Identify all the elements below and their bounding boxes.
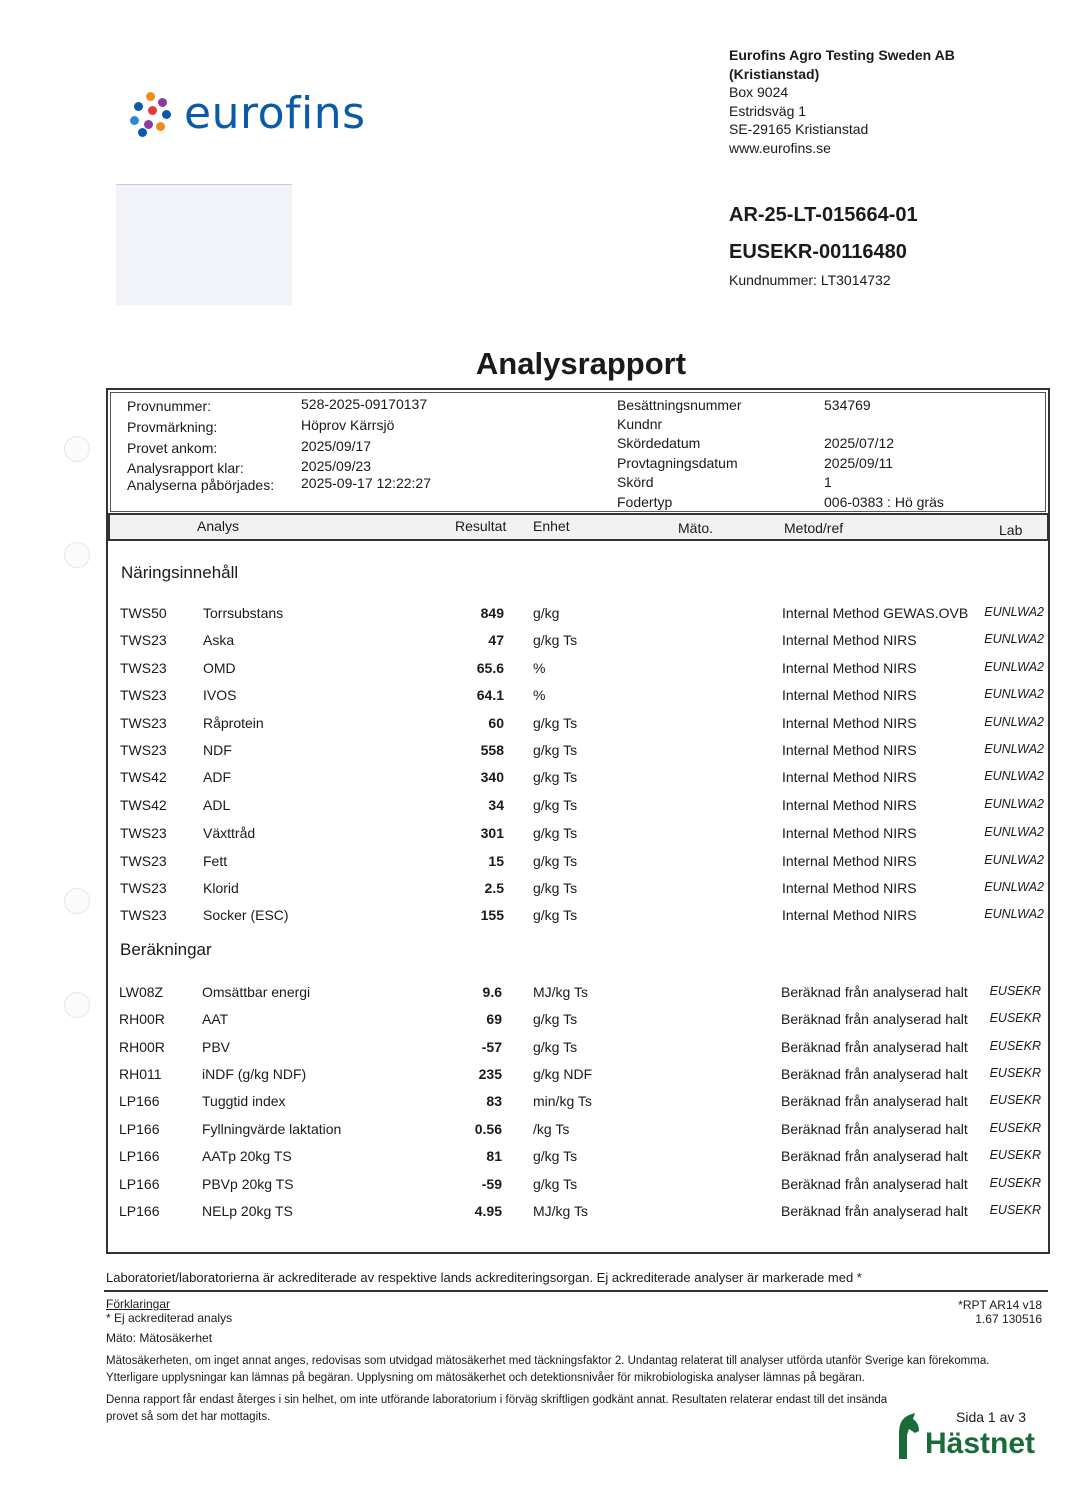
table-row (0, 853, 1080, 873)
row-value: 64.1 (476, 687, 504, 703)
row-code: TWS42 (120, 797, 167, 813)
row-unit: g/kg NDF (533, 1066, 593, 1082)
row-value: 60 (488, 715, 504, 731)
legend-star: * Ej ackrediterad analys (106, 1311, 233, 1325)
row-code: LW08Z (119, 984, 164, 1000)
info-label: Analyserna påbörjades: (127, 477, 275, 493)
table-row (0, 797, 1080, 817)
row-value: 155 (480, 907, 504, 923)
row-unit: g/kg Ts (533, 853, 578, 869)
row-method: Beräknad från analyserad halt (781, 1066, 968, 1082)
row-code: LP166 (119, 1148, 160, 1164)
info-value: 2025/09/17 (301, 438, 372, 454)
info-label: Besättningsnummer (617, 397, 742, 413)
row-unit: g/kg Ts (533, 1176, 578, 1192)
row-method: Beräknad från analyserad halt (781, 984, 968, 1000)
row-name: PBV (202, 1039, 231, 1055)
eurofins-dots-icon (128, 90, 176, 138)
row-method: Internal Method NIRS (782, 660, 917, 676)
table-row (0, 1121, 1080, 1141)
table-row (0, 660, 1080, 680)
sample-id: EUSEKR-00116480 (729, 241, 907, 263)
info-value: 2025/09/23 (301, 458, 372, 474)
row-value: 4.95 (474, 1203, 502, 1219)
row-name: Omsättbar energi (202, 984, 311, 1000)
row-name: NDF (203, 742, 232, 758)
row-lab: EUNLWA2 (984, 632, 1044, 646)
row-value: 65.6 (476, 660, 504, 676)
row-unit: % (533, 660, 546, 676)
footer-divider (104, 1290, 1048, 1292)
row-code: TWS23 (120, 715, 167, 731)
accreditation-note: Laboratoriet/laboratorierna är ackrediterade av respektive lands ackrediteringsorgan. Ej ackrediterade analyser är markerade med * (106, 1270, 862, 1285)
row-unit: g/kg Ts (533, 1148, 578, 1164)
row-unit: MJ/kg Ts (533, 984, 588, 1000)
row-name: ADL (203, 797, 231, 813)
row-lab: EUNLWA2 (984, 797, 1044, 811)
row-unit: g/kg Ts (533, 715, 578, 731)
row-value: 15 (488, 853, 504, 869)
row-name: PBVp 20kg TS (202, 1176, 294, 1192)
lab-branch: (Kristianstad) (729, 65, 820, 82)
row-name: IVOS (203, 687, 237, 703)
table-row (0, 1066, 1080, 1086)
row-code: TWS50 (120, 605, 167, 621)
lab-web: www.eurofins.se (729, 139, 831, 156)
row-code: LP166 (119, 1121, 160, 1137)
row-method: Internal Method NIRS (782, 853, 917, 869)
info-value: 534769 (824, 397, 871, 413)
row-value: -57 (481, 1039, 502, 1055)
row-lab: EUSEKR (989, 1121, 1041, 1135)
row-lab: EUNLWA2 (984, 715, 1044, 729)
row-name: Torrsubstans (203, 605, 284, 621)
row-value: 2.5 (484, 880, 504, 896)
row-lab: EUSEKR (989, 1093, 1041, 1107)
table-row (0, 1148, 1080, 1168)
row-lab: EUSEKR (989, 984, 1041, 998)
table-row (0, 715, 1080, 735)
section-title: Beräkningar (120, 940, 212, 959)
info-value: 2025-09-17 12:22:27 (301, 475, 431, 491)
row-lab: EUSEKR (989, 1011, 1041, 1025)
page-title: Analysrapport (475, 346, 687, 381)
row-method: Internal Method NIRS (782, 880, 917, 896)
row-name: Socker (ESC) (203, 907, 289, 923)
row-unit: MJ/kg Ts (533, 1203, 588, 1219)
row-value: 340 (480, 769, 504, 785)
info-value: 2025/07/12 (824, 435, 895, 451)
row-method: Beräknad från analyserad halt (781, 1121, 968, 1137)
row-value: 47 (488, 632, 504, 648)
row-value: 301 (480, 825, 504, 841)
row-method: Internal Method NIRS (782, 825, 917, 841)
info-label: Fodertyp (617, 494, 673, 510)
row-method: Internal Method NIRS (782, 715, 917, 731)
customer-number: Kundnummer: LT3014732 (729, 272, 891, 288)
row-code: TWS23 (120, 880, 167, 896)
row-code: RH00R (119, 1011, 165, 1027)
row-method: Internal Method NIRS (782, 742, 917, 758)
row-name: Växttråd (203, 825, 256, 841)
row-method: Beräknad från analyserad halt (781, 1011, 968, 1027)
row-lab: EUSEKR (989, 1148, 1041, 1162)
table-row (0, 605, 1080, 625)
row-code: TWS23 (120, 853, 167, 869)
info-value: 006-0383 : Hö gräs (824, 494, 944, 510)
lab-address (729, 46, 955, 157)
row-unit: g/kg Ts (533, 825, 578, 841)
table-row (0, 687, 1080, 707)
table-row (0, 1176, 1080, 1196)
row-lab: EUNLWA2 (984, 742, 1044, 756)
row-code: RH011 (119, 1066, 162, 1082)
row-name: Aska (203, 632, 235, 648)
row-value: 69 (486, 1011, 502, 1027)
info-label: Skördedatum (617, 435, 701, 451)
row-name: AATp 20kg TS (202, 1148, 292, 1164)
row-value: -59 (481, 1176, 502, 1192)
row-code: TWS23 (120, 687, 167, 703)
row-unit: g/kg Ts (533, 1011, 578, 1027)
row-name: iNDF (g/kg NDF) (202, 1066, 307, 1082)
row-value: 0.56 (474, 1121, 502, 1137)
section-title: Näringsinnehåll (121, 563, 239, 582)
punch-hole (64, 542, 90, 568)
row-code: LP166 (119, 1203, 160, 1219)
row-method: Internal Method GEWAS.OVB (782, 605, 969, 621)
row-name: Tuggtid index (202, 1093, 286, 1109)
table-row (0, 1039, 1080, 1059)
row-code: TWS23 (120, 825, 167, 841)
row-code: TWS23 (120, 907, 167, 923)
row-method: Internal Method NIRS (782, 632, 917, 648)
row-lab: EUSEKR (989, 1176, 1041, 1190)
row-unit: g/kg Ts (533, 797, 578, 813)
row-value: 83 (486, 1093, 502, 1109)
horse-icon (895, 1413, 921, 1459)
row-name: AAT (202, 1011, 229, 1027)
table-row (0, 825, 1080, 845)
row-method: Beräknad från analyserad halt (781, 1039, 968, 1055)
table-row (0, 769, 1080, 789)
recipient-address-redacted (116, 184, 292, 305)
eurofins-logo (128, 88, 366, 139)
row-lab: EUNLWA2 (984, 687, 1044, 701)
row-lab: EUNLWA2 (984, 660, 1044, 674)
row-code: LP166 (119, 1176, 160, 1192)
rpt-line: *RPT AR14 v18 (958, 1298, 1042, 1312)
row-method: Beräknad från analyserad halt (781, 1203, 968, 1219)
row-method: Internal Method NIRS (782, 687, 917, 703)
row-method: Internal Method NIRS (782, 907, 917, 923)
row-code: TWS23 (120, 632, 167, 648)
table-row (0, 632, 1080, 652)
row-code: LP166 (119, 1093, 160, 1109)
page-number: Sida 1 av 3 (956, 1409, 1027, 1425)
rpt-line: 1.67 130516 (975, 1312, 1042, 1326)
col-header-enhet: Enhet (533, 518, 570, 534)
row-value: 81 (486, 1148, 502, 1164)
info-label: Provtagningsdatum (617, 455, 738, 471)
info-value: Höprov Kärrsjö (301, 417, 395, 433)
table-row (0, 1093, 1080, 1113)
row-unit: /kg Ts (533, 1121, 570, 1137)
row-lab: EUNLWA2 (984, 769, 1044, 783)
row-value: 558 (480, 742, 504, 758)
row-unit: g/kg Ts (533, 907, 578, 923)
row-value: 9.6 (482, 984, 502, 1000)
report-number: AR-25-LT-015664-01 (729, 204, 918, 226)
punch-hole (64, 436, 90, 462)
col-header-analys: Analys (197, 518, 240, 534)
row-unit: g/kg Ts (533, 769, 578, 785)
col-header-mato: Mäto. (678, 520, 714, 536)
table-row (0, 1203, 1080, 1223)
info-value: 1 (824, 474, 832, 490)
row-name: Fett (203, 853, 228, 869)
eurofins-wordmark: eurofins (184, 88, 366, 139)
lab-name: Eurofins Agro Testing Sweden AB (729, 47, 955, 63)
row-method: Internal Method NIRS (782, 797, 917, 813)
row-unit: g/kg Ts (533, 632, 578, 648)
row-name: Råprotein (203, 715, 264, 731)
col-header-resultat: Resultat (455, 518, 507, 534)
legend-title: Förklaringar (106, 1297, 171, 1311)
table-row (0, 1011, 1080, 1031)
info-label: Analysrapport klar: (127, 460, 244, 476)
row-code: TWS42 (120, 769, 167, 785)
row-unit: min/kg Ts (533, 1093, 592, 1109)
row-name: Fyllningvärde laktation (202, 1121, 342, 1137)
info-label: Provmärkning: (127, 419, 218, 435)
hastnet-wordmark: Hästnet (925, 1427, 1036, 1460)
row-value: 849 (480, 605, 504, 621)
row-code: TWS23 (120, 660, 167, 676)
row-method: Beräknad från analyserad halt (781, 1093, 968, 1109)
row-code: TWS23 (120, 742, 167, 758)
row-lab: EUSEKR (989, 1066, 1041, 1080)
row-code: RH00R (119, 1039, 165, 1055)
lab-street: Estridsväg 1 (729, 102, 807, 119)
info-value: 528-2025-09170137 (301, 396, 428, 412)
info-label: Kundnr (617, 416, 663, 432)
info-label: Provet ankom: (127, 440, 218, 456)
row-method: Beräknad från analyserad halt (781, 1176, 968, 1192)
lab-city: SE-29165 Kristianstad (729, 121, 869, 137)
rpt-version (958, 1298, 1042, 1326)
row-lab: EUNLWA2 (984, 853, 1044, 867)
lab-box: Box 9024 (729, 84, 789, 100)
row-lab: EUNLWA2 (984, 880, 1044, 894)
table-row (0, 880, 1080, 900)
row-lab: EUNLWA2 (984, 907, 1044, 921)
table-row (0, 907, 1080, 927)
col-header-lab: Lab (999, 522, 1023, 538)
row-unit: % (533, 687, 546, 703)
row-method: Internal Method NIRS (782, 769, 917, 785)
row-lab: EUSEKR (989, 1203, 1041, 1217)
row-name: OMD (203, 660, 236, 676)
row-name: NELp 20kg TS (202, 1203, 293, 1219)
reproduction-note: Denna rapport får endast återges i sin helhet, om inte utförande laboratorium i förväg skriftligen godkänt annat. Resultaten relaterar endast till det insända provet så som det har mottagits. (106, 1394, 888, 1423)
row-lab: EUNLWA2 (984, 605, 1044, 619)
col-header-metod: Metod/ref (784, 520, 844, 536)
row-unit: g/kg Ts (533, 742, 578, 758)
info-value: 2025/09/11 (824, 455, 894, 471)
info-label: Skörd (617, 474, 654, 490)
row-name: Klorid (203, 880, 239, 896)
row-unit: g/kg Ts (533, 880, 578, 896)
row-unit: g/kg Ts (533, 1039, 578, 1055)
row-method: Beräknad från analyserad halt (781, 1148, 968, 1164)
row-lab: EUSEKR (989, 1039, 1041, 1053)
row-value: 34 (488, 797, 504, 813)
row-name: ADF (203, 769, 231, 785)
table-header-bar (108, 513, 1049, 541)
row-unit: g/kg (533, 605, 560, 621)
legend-mato: Mäto: Mätosäkerhet (106, 1331, 213, 1345)
uncertainty-note: Mätosäkerheten, om inget annat anges, redovisas som utvidgad mätosäkerhet med täckningsfaktor 2. Undantag relaterat till analyser utförda utanför Sverige kan förekomma. Ytterligare upplysningar kan lämnas på begäran. Upplysning om mätosäkerhet och detektionsnivåer för mikrobiologiska analyser lämnas på begäran. (106, 1355, 990, 1384)
info-label: Provnummer: (127, 398, 212, 414)
hastnet-watermark (895, 1413, 1035, 1459)
table-row (0, 984, 1080, 1004)
table-row (0, 742, 1080, 762)
row-value: 235 (478, 1066, 502, 1082)
row-lab: EUNLWA2 (984, 825, 1044, 839)
